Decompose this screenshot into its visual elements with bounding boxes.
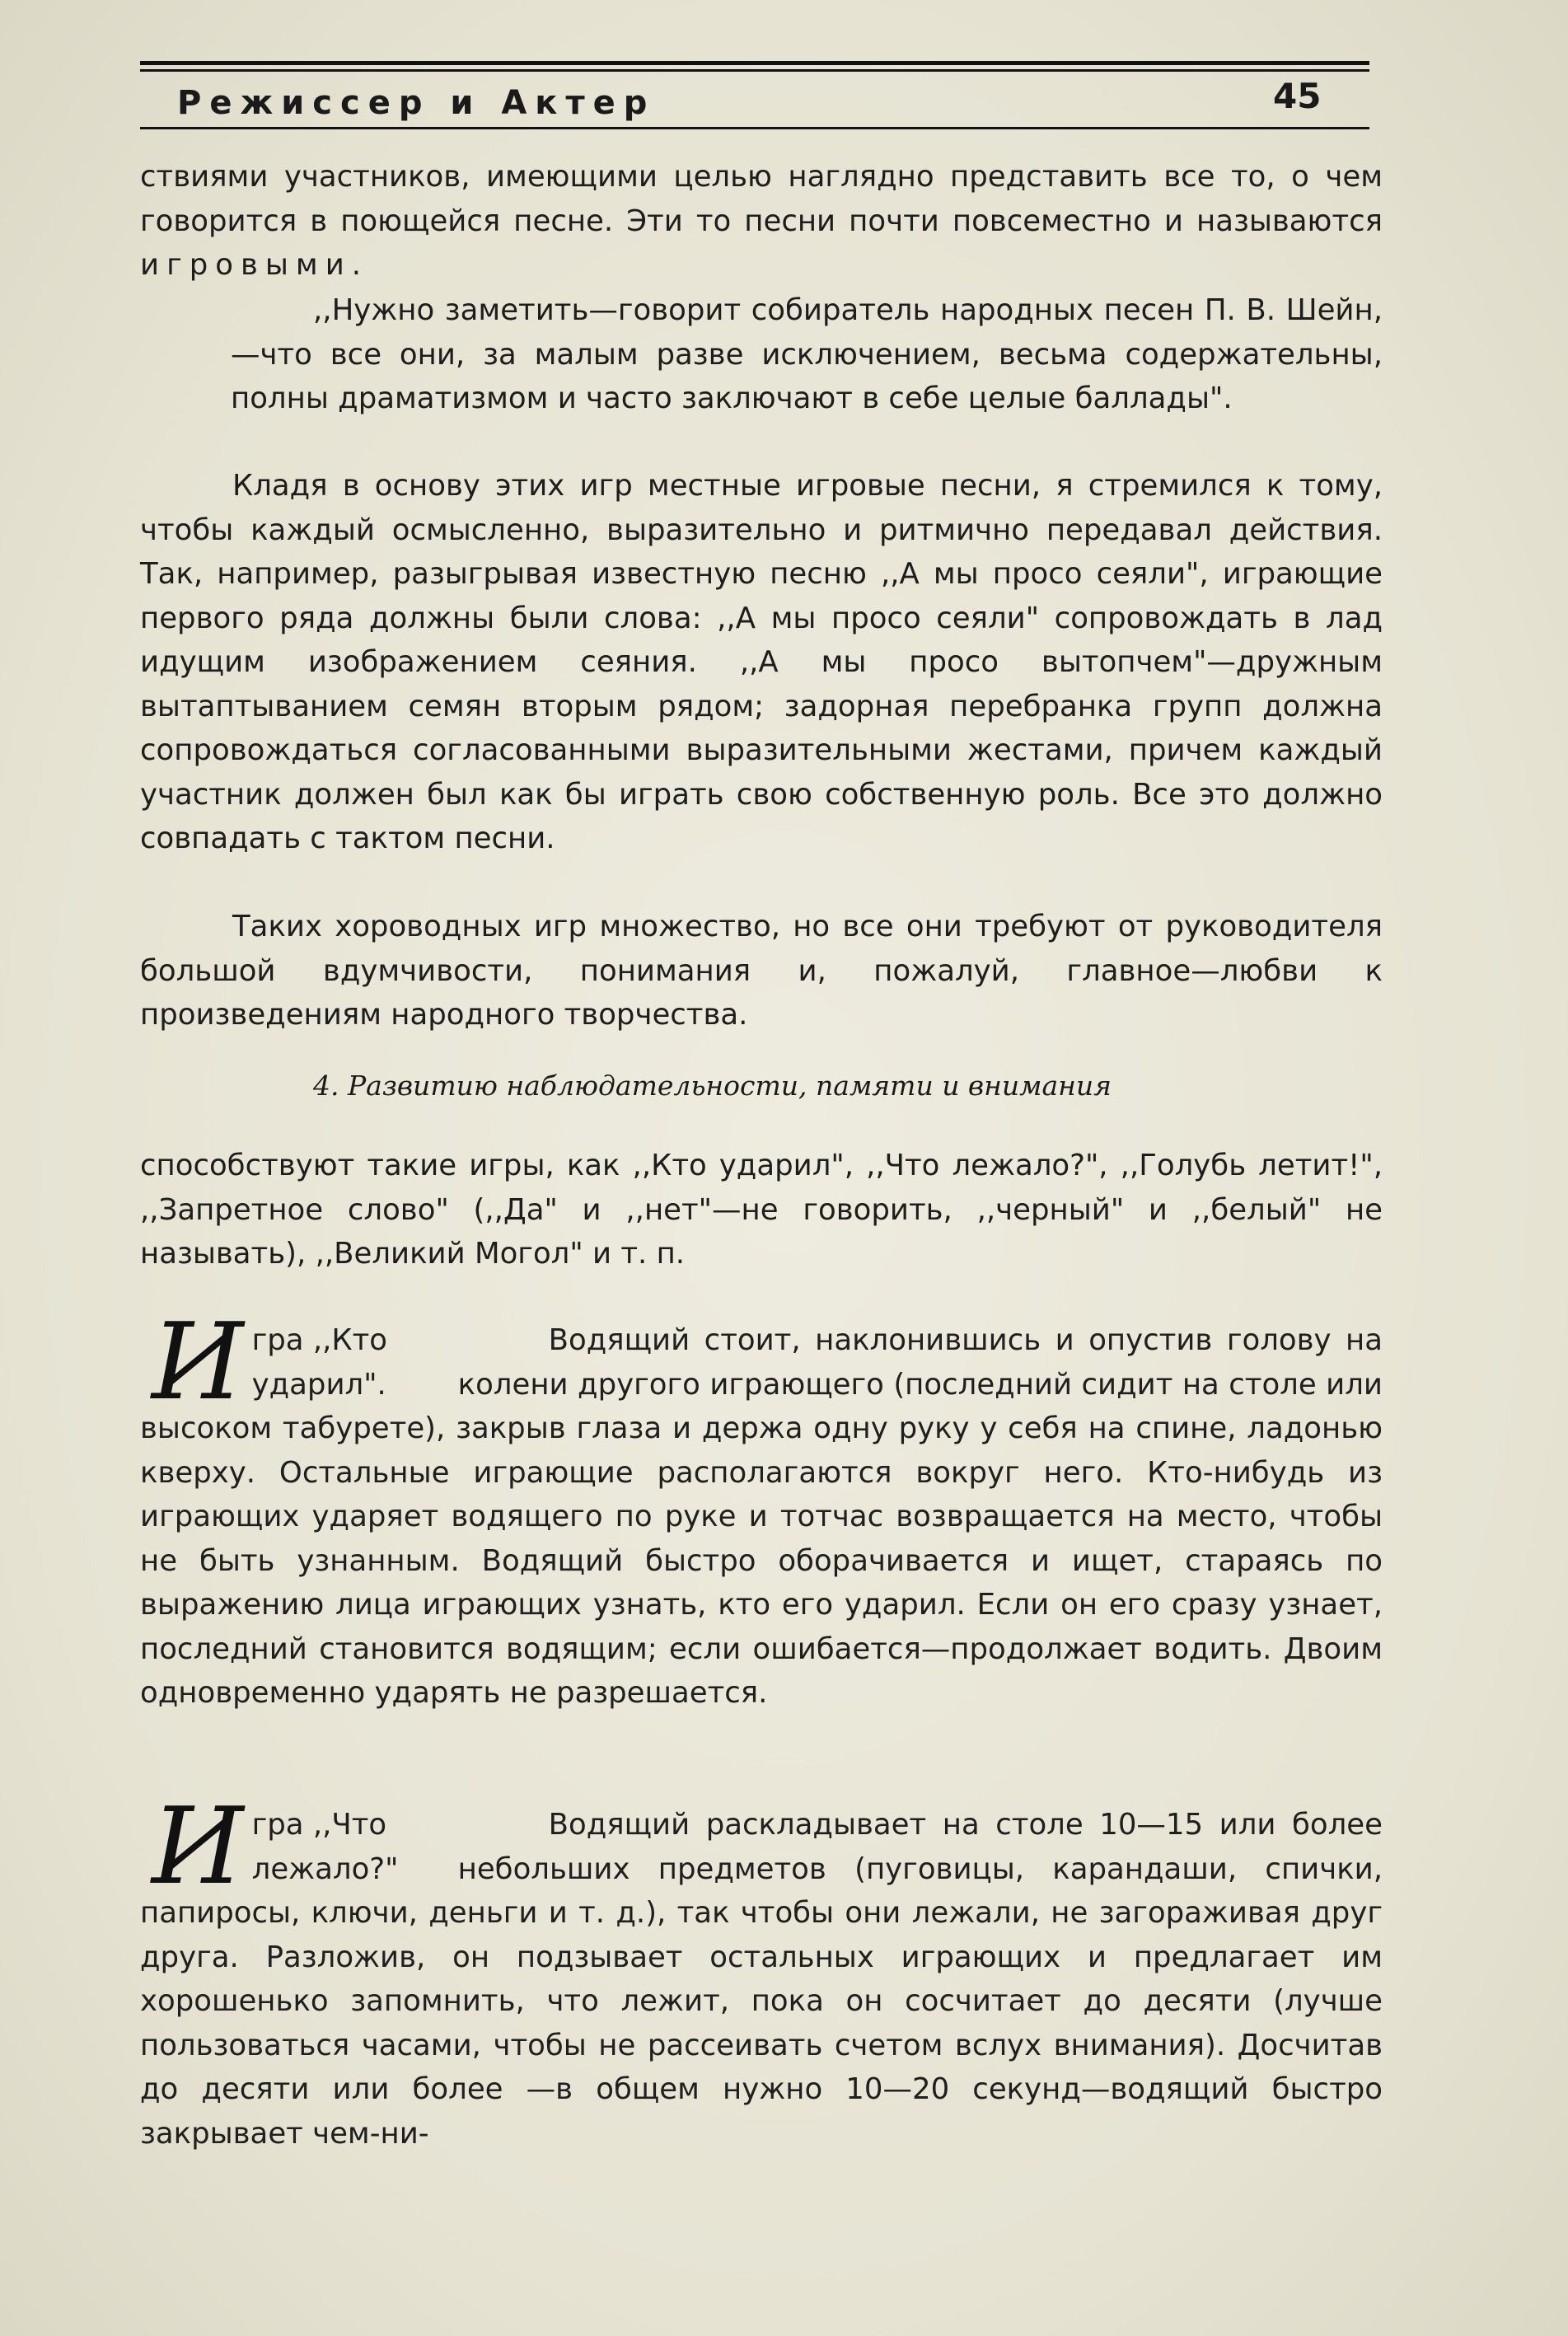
intro-text: ствиями участников, имеющими целью наглядно представить все то, о чем говорится в поющейся песне. Эти то песни почти повсеместно и называются [140,160,1383,238]
intro-paragraph [140,155,1383,288]
paragraph-2-text: Таких хороводных игр множество, но все они требуют от руководителя большой вдумчивости, понимания и, пожалуй, главное—любви к произведениям народного творчества. [140,910,1383,1032]
dropcap: И [152,1786,244,1908]
header-rule-top-thin [140,69,1369,72]
paragraph-3 [140,1144,1383,1276]
game-who-hit [140,1301,1383,1716]
paragraph-1-text: Кладя в основу этих игр местные игровые песни, я стремился к тому, чтобы каждый осмысленно, выразительно и ритмично передавал действия. Так, например, разыгрывая известную песню ,,А мы просо сеяли", играющие первого ряда должны были слова: ,,А мы просо сеяли" сопровождать в лад идущим изображением сеяния. ,,А мы просо вытопчем"—дружным вытаптыванием семян вторым рядом; задорная перебранка групп должна сопровождаться согласованными выразительными жестами, причем каждый участник должен был как бы играть свою собственную роль. Все это должно совпадать с тактом песни. [140,469,1383,855]
quote-block [231,288,1383,421]
header-rule-top [140,61,1369,65]
game-what-lay [140,1786,1383,2156]
section-heading: 4. Развитию наблюдательности, памяти и внимания [313,1070,1112,1102]
intro-term: игровыми. [140,248,369,282]
game-title: гра ,,Кто ударил". [251,1323,388,1402]
page-number: 45 [1273,76,1322,116]
running-header: Режиссер и Актер [177,84,656,122]
game-title: гра ,,Что лежало?" [251,1808,399,1886]
game-text: Водящий раскладывает на столе 10—15 или более небольших предметов (пуговицы, карандаши, спички, папиросы, ключи, деньги и т. д.), так чтобы они лежали, не загораживая друг друга. Разложив, он подзывает остальных играющих и предлагает им хорошенько запомнить, что лежит, пока он сосчитает до десяти (лучше пользоваться часами, чтобы не рассеивать счетом вслух внимания). Досчитав до десяти или более —в общем нужно 10—20 секунд—водящий быстро закрывает чем-ни- [140,1808,1383,2151]
paragraph-2 [140,905,1383,1037]
dropcap: И [152,1301,244,1424]
paragraph-1 [140,464,1383,861]
game-text: Водящий стоит, наклонившись и опустив голову на колени другого играющего (последний сидит на столе или высоком табурете), закрыв глаза и держа одну руку у себя на спине, ладонью кверху. Остальные играющие располагаются вокруг него. Кто-нибудь из играющих ударяет водящего по руке и тотчас возвращается на место, чтобы не быть узнанным. Водящий быстро оборачивается и ищет, стараясь по выражению лица играющих узнать, кто его ударил. Если он его сразу узнает, последний становится водящим; если ошибается—продолжает водить. Двоим одновременно ударять не разрешается. [140,1323,1383,1710]
header-rule-bottom [140,127,1369,129]
quote-text: ,,Нужно заметить—говорит собиратель народных песен П. В. Шейн,—что все они, за малым разве исключением, весьма содержательны, полны драматизмом и часто заключают в себе целые баллады". [231,293,1383,415]
paragraph-3-text: способствуют такие игры, как ,,Кто ударил", ,,Что лежало?", ,,Голубь летит!", ,,Запретное слово" (,,Да" и ,,нет"—не говорить, ,,черный" и ,,белый" не называть), ,,Великий Могол" и т. п. [140,1149,1383,1271]
